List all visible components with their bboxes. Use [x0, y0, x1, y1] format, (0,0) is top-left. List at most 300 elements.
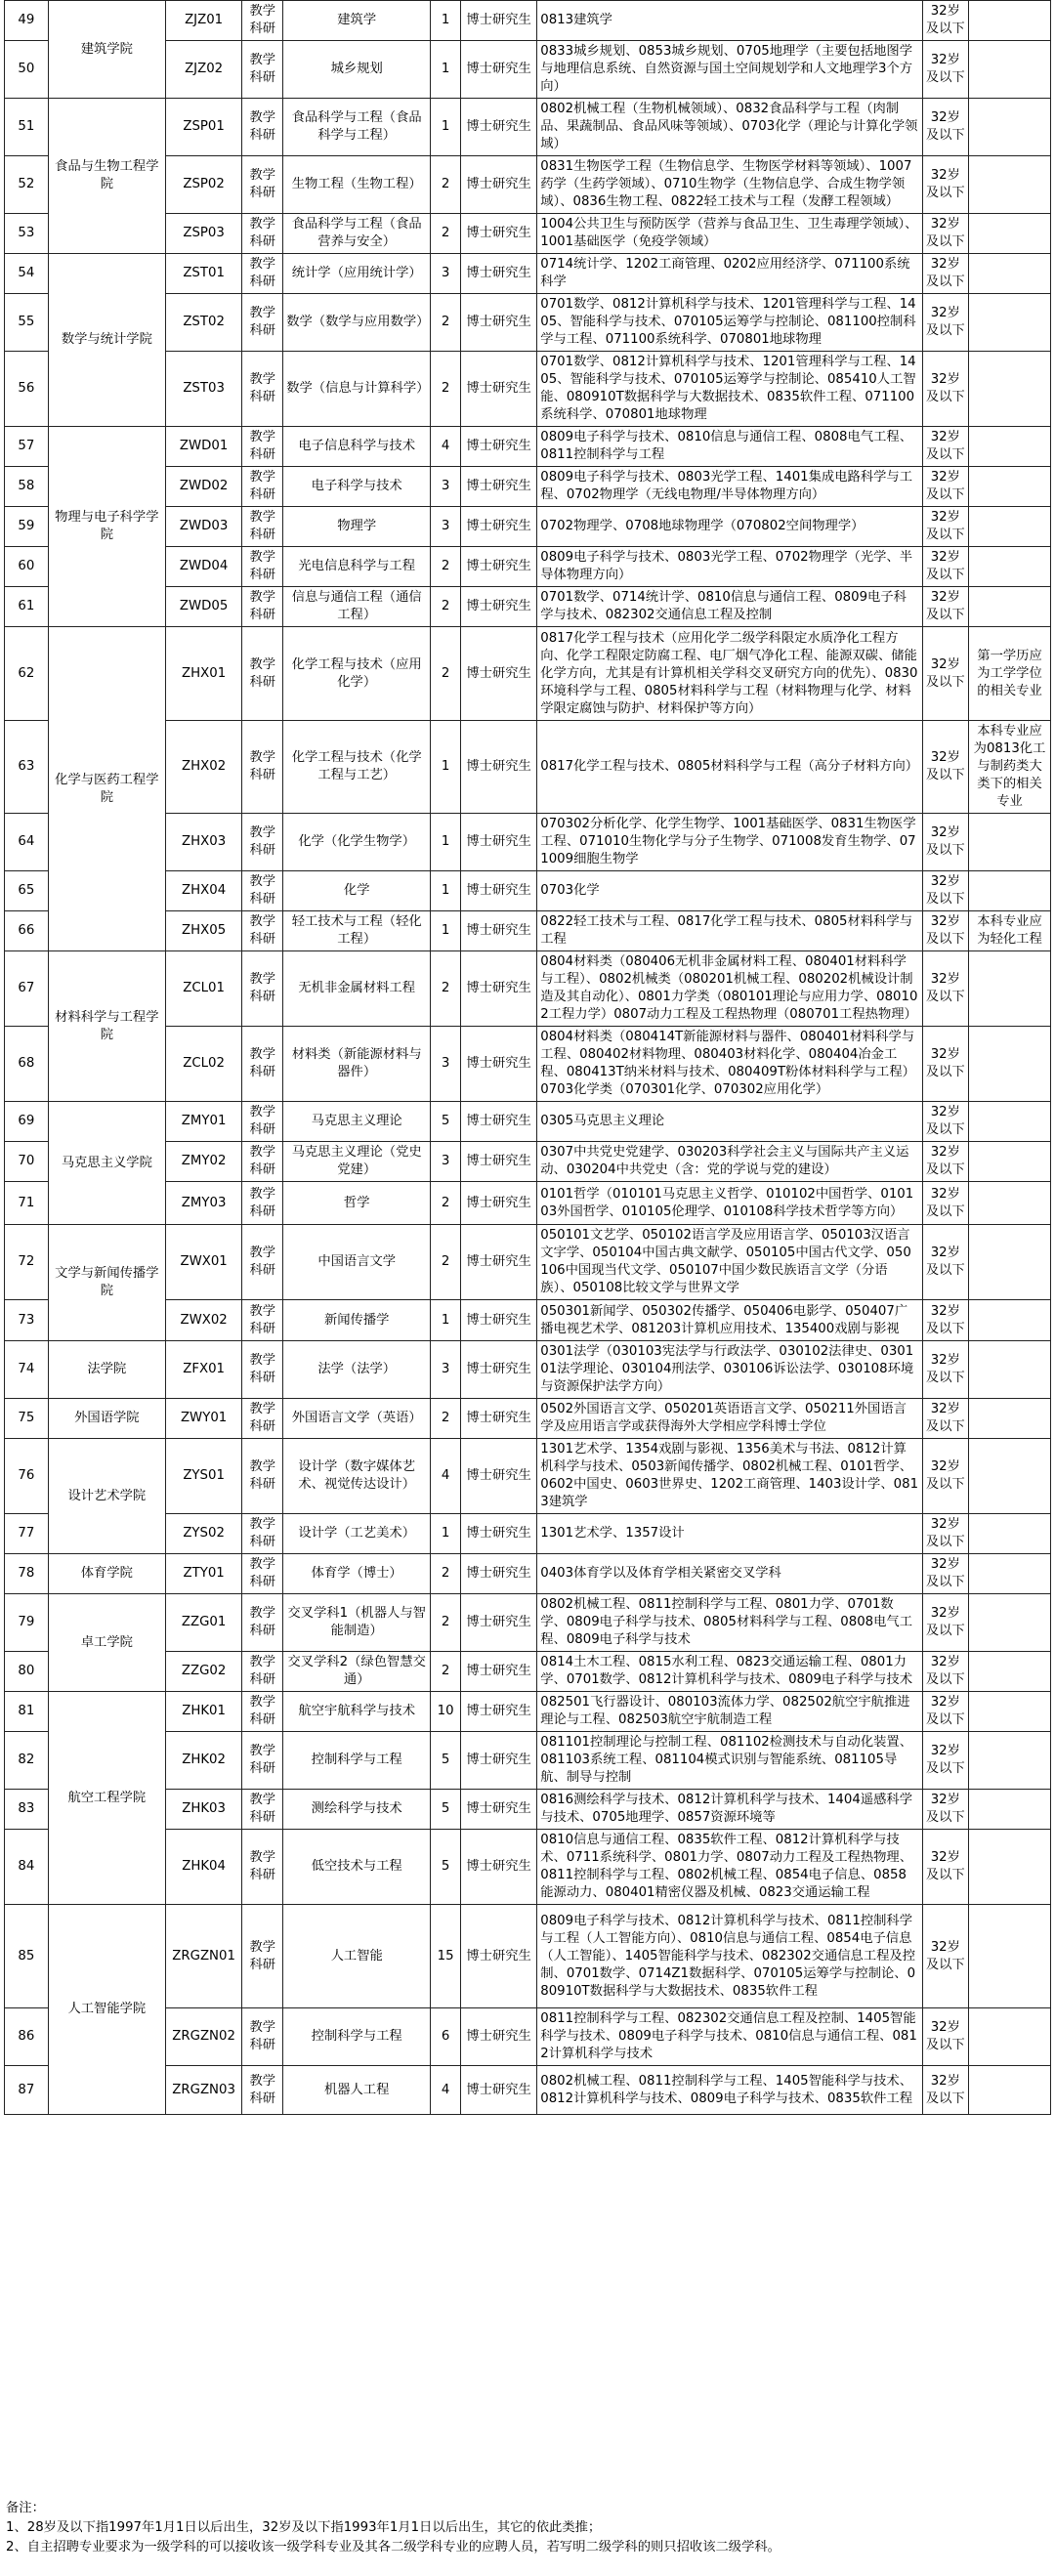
major-requirements: 0811控制科学与工程、082302交通信息工程及控制、1405智能科学与技术、0809电子科学与技术、0810信息与通信工程、0812计算机科学与技术: [537, 2008, 922, 2066]
major-requirements: 0809电子科学与技术、0803光学工程、0702物理学（光学、半导体物理方向）: [537, 547, 922, 587]
education-level: 博士研究生: [460, 547, 536, 587]
college-cell: 马克思主义学院: [48, 1102, 165, 1225]
major-requirements: 0809电子科学与技术、0810信息与通信工程、0808电气工程、0811控制科学与工程: [537, 427, 922, 467]
position-code: ZHX05: [165, 911, 241, 951]
hire-count: 2: [431, 1182, 461, 1225]
hire-count: 5: [431, 1790, 461, 1830]
major-requirements: 050101文艺学、050102语言学及应用语言学、050103汉语言文字学、050104中国古典文献学、050105中国古代文学、050106中国现当代文学、050107中国少数民族语言文学（分语族）、050108比较文学与世界文学: [537, 1225, 922, 1300]
remark-cell: [969, 2066, 1051, 2115]
row-number: 67: [5, 951, 49, 1027]
position-type: 教学科研: [242, 352, 283, 427]
college-cell: 卓工学院: [48, 1594, 165, 1692]
age-requirement: 32岁及以下: [922, 547, 969, 587]
post-name: 化学（化学生物学）: [283, 814, 431, 871]
remark-cell: 第一学历应为工学学位的相关专业: [969, 627, 1051, 721]
hire-count: 2: [431, 1554, 461, 1594]
education-level: 博士研究生: [460, 1830, 536, 1905]
remark-cell: [969, 547, 1051, 587]
post-name: 设计学（工艺美术）: [283, 1514, 431, 1554]
position-code: ZWY01: [165, 1399, 241, 1439]
college-cell: 外国语学院: [48, 1399, 165, 1439]
age-requirement: 32岁及以下: [922, 1027, 969, 1102]
post-name: 马克思主义理论（党史党建）: [283, 1142, 431, 1182]
age-requirement: 32岁及以下: [922, 1, 969, 41]
position-type: 教学科研: [242, 2008, 283, 2066]
education-level: 博士研究生: [460, 1225, 536, 1300]
post-name: 城乡规划: [283, 41, 431, 99]
education-level: 博士研究生: [460, 2008, 536, 2066]
remark-cell: [969, 1341, 1051, 1399]
position-code: ZMY03: [165, 1182, 241, 1225]
education-level: 博士研究生: [460, 1554, 536, 1594]
row-number: 85: [5, 1905, 49, 2008]
major-requirements: 070302分析化学、化学生物学、1001基础医学、0831生物医学工程、071010生物化学与分子生物学、071008发育生物学、071009细胞生物学: [537, 814, 922, 871]
position-type: 教学科研: [242, 2066, 283, 2115]
age-requirement: 32岁及以下: [922, 1399, 969, 1439]
position-type: 教学科研: [242, 1027, 283, 1102]
education-level: 博士研究生: [460, 99, 536, 156]
position-code: ZCL02: [165, 1027, 241, 1102]
age-requirement: 32岁及以下: [922, 1514, 969, 1554]
hire-count: 5: [431, 1732, 461, 1790]
row-number: 50: [5, 41, 49, 99]
position-code: ZHK04: [165, 1830, 241, 1905]
post-name: 新闻传播学: [283, 1300, 431, 1341]
position-code: ZWD01: [165, 427, 241, 467]
position-code: ZST02: [165, 294, 241, 352]
major-requirements: 0714统计学、1202工商管理、0202应用经济学、071100系统科学: [537, 254, 922, 294]
hire-count: 1: [431, 814, 461, 871]
age-requirement: 32岁及以下: [922, 1225, 969, 1300]
position-code: ZTY01: [165, 1554, 241, 1594]
post-name: 电子科学与技术: [283, 467, 431, 507]
remark-cell: [969, 1439, 1051, 1514]
position-type: 教学科研: [242, 547, 283, 587]
major-requirements: 0817化学工程与技术、0805材料科学与工程（高分子材料方向）: [537, 721, 922, 814]
remark-cell: [969, 871, 1051, 911]
position-type: 教学科研: [242, 1652, 283, 1692]
position-code: ZHK02: [165, 1732, 241, 1790]
education-level: 博士研究生: [460, 427, 536, 467]
post-name: 法学（法学）: [283, 1341, 431, 1399]
hire-count: 5: [431, 1830, 461, 1905]
post-name: 测绘科学与技术: [283, 1790, 431, 1830]
row-number: 61: [5, 587, 49, 627]
row-number: 63: [5, 721, 49, 814]
age-requirement: 32岁及以下: [922, 1652, 969, 1692]
row-number: 52: [5, 156, 49, 214]
major-requirements: 0802机械工程、0811控制科学与工程、0801力学、0701数学、0809电子科学与技术、0805材料科学与工程、0808电气工程、0809电子科学与技术: [537, 1594, 922, 1652]
table-row: [5, 627, 1051, 721]
position-type: 教学科研: [242, 214, 283, 254]
post-name: 物理学: [283, 507, 431, 547]
post-name: 统计学（应用统计学）: [283, 254, 431, 294]
age-requirement: 32岁及以下: [922, 911, 969, 951]
table-row: [5, 1692, 1051, 1732]
post-name: 航空宇航科学与技术: [283, 1692, 431, 1732]
row-number: 83: [5, 1790, 49, 1830]
remark-cell: [969, 294, 1051, 352]
remark-cell: [969, 1142, 1051, 1182]
table-row: [5, 1594, 1051, 1652]
position-type: 教学科研: [242, 951, 283, 1027]
major-requirements: 0802机械工程（生物机械领域）、0832食品科学与工程（肉制品、果蔬制品、食品风味等领域）、0703化学（理论与计算化学领域）: [537, 99, 922, 156]
hire-count: 1: [431, 99, 461, 156]
age-requirement: 32岁及以下: [922, 1905, 969, 2008]
position-code: ZWD04: [165, 547, 241, 587]
major-requirements: 0305马克思主义理论: [537, 1102, 922, 1142]
major-requirements: 0502外国语言文学、050201英语语言文学、050211外国语言学及应用语言学或获得海外大学相应学科博士学位: [537, 1399, 922, 1439]
position-type: 教学科研: [242, 1905, 283, 2008]
post-name: 哲学: [283, 1182, 431, 1225]
age-requirement: 32岁及以下: [922, 587, 969, 627]
position-code: ZHX03: [165, 814, 241, 871]
row-number: 54: [5, 254, 49, 294]
remark-cell: [969, 1225, 1051, 1300]
hire-count: 1: [431, 1, 461, 41]
position-code: ZRGZN02: [165, 2008, 241, 2066]
age-requirement: 32岁及以下: [922, 507, 969, 547]
row-number: 56: [5, 352, 49, 427]
college-cell: 物理与电子科学学院: [48, 427, 165, 627]
table-row: [5, 1341, 1051, 1399]
college-cell: 化学与医药工程学院: [48, 627, 165, 951]
age-requirement: 32岁及以下: [922, 1102, 969, 1142]
age-requirement: 32岁及以下: [922, 951, 969, 1027]
row-number: 70: [5, 1142, 49, 1182]
hire-count: 2: [431, 1399, 461, 1439]
remark-cell: 本科专业应为轻化工程: [969, 911, 1051, 951]
remark-cell: [969, 1790, 1051, 1830]
hire-count: 3: [431, 1142, 461, 1182]
position-type: 教学科研: [242, 467, 283, 507]
major-requirements: 050301新闻学、050302传播学、050406电影学、050407广播电视艺术学、081203计算机应用技术、135400戏剧与影视: [537, 1300, 922, 1341]
major-requirements: 0703化学: [537, 871, 922, 911]
post-name: 化学工程与技术（化学工程与工艺）: [283, 721, 431, 814]
table-row: [5, 1225, 1051, 1300]
age-requirement: 32岁及以下: [922, 294, 969, 352]
education-level: 博士研究生: [460, 1027, 536, 1102]
major-requirements: 0701数学、0714统计学、0810信息与通信工程、0809电子科学与技术、082302交通信息工程及控制: [537, 587, 922, 627]
education-level: 博士研究生: [460, 1692, 536, 1732]
position-code: ZJZ02: [165, 41, 241, 99]
post-name: 数学（数学与应用数学）: [283, 294, 431, 352]
education-level: 博士研究生: [460, 721, 536, 814]
age-requirement: 32岁及以下: [922, 627, 969, 721]
position-code: ZWX02: [165, 1300, 241, 1341]
table-row: [5, 1, 1051, 41]
position-code: ZST01: [165, 254, 241, 294]
position-code: ZYS01: [165, 1439, 241, 1514]
age-requirement: 32岁及以下: [922, 1182, 969, 1225]
age-requirement: 32岁及以下: [922, 254, 969, 294]
position-code: ZWD02: [165, 467, 241, 507]
hire-count: 5: [431, 1102, 461, 1142]
remark-cell: [969, 254, 1051, 294]
hire-count: 2: [431, 1594, 461, 1652]
position-type: 教学科研: [242, 1182, 283, 1225]
age-requirement: 32岁及以下: [922, 214, 969, 254]
position-code: ZST03: [165, 352, 241, 427]
major-requirements: 0701数学、0812计算机科学与技术、1201管理科学与工程、1405、智能科学与技术、070105运筹学与控制论、085410人工智能、080910T数据科学与大数据技术、0835软件工程、071100系统科学、070801地球物理: [537, 352, 922, 427]
remark-cell: [969, 1027, 1051, 1102]
major-requirements: 0307中共党史党建学、030203科学社会主义与国际共产主义运动、030204中共党史（含：党的学说与党的建设）: [537, 1142, 922, 1182]
position-code: ZWD05: [165, 587, 241, 627]
remark-cell: [969, 507, 1051, 547]
hire-count: 6: [431, 2008, 461, 2066]
row-number: 86: [5, 2008, 49, 2066]
college-cell: 建筑学院: [48, 1, 165, 99]
notes-line-2: 2、自主招聘专业要求为一级学科的可以接收该一级学科专业及其各二级学科专业的应聘人员，若写明二级学科的则只招收该二级学科。: [6, 2540, 781, 2555]
position-type: 教学科研: [242, 1692, 283, 1732]
row-number: 79: [5, 1594, 49, 1652]
hire-count: 2: [431, 1225, 461, 1300]
education-level: 博士研究生: [460, 352, 536, 427]
row-number: 87: [5, 2066, 49, 2115]
major-requirements: 0833城乡规划、0853城乡规划、0705地理学（主要包括地图学与地理信息系统、自然资源与国土空间规划学和人文地理学3个方向）: [537, 41, 922, 99]
hire-count: 2: [431, 951, 461, 1027]
position-code: ZSP01: [165, 99, 241, 156]
position-code: ZCL01: [165, 951, 241, 1027]
row-number: 51: [5, 99, 49, 156]
education-level: 博士研究生: [460, 1905, 536, 2008]
age-requirement: 32岁及以下: [922, 721, 969, 814]
education-level: 博士研究生: [460, 214, 536, 254]
row-number: 66: [5, 911, 49, 951]
remark-cell: [969, 587, 1051, 627]
position-type: 教学科研: [242, 99, 283, 156]
row-number: 77: [5, 1514, 49, 1554]
post-name: 低空技术与工程: [283, 1830, 431, 1905]
age-requirement: 32岁及以下: [922, 814, 969, 871]
education-level: 博士研究生: [460, 1300, 536, 1341]
position-type: 教学科研: [242, 1399, 283, 1439]
remark-cell: [969, 214, 1051, 254]
notes-title: 备注：: [6, 2501, 45, 2515]
row-number: 81: [5, 1692, 49, 1732]
education-level: 博士研究生: [460, 467, 536, 507]
hire-count: 2: [431, 1652, 461, 1692]
post-name: 人工智能: [283, 1905, 431, 2008]
remark-cell: [969, 1732, 1051, 1790]
position-type: 教学科研: [242, 871, 283, 911]
position-code: ZRGZN01: [165, 1905, 241, 2008]
age-requirement: 32岁及以下: [922, 1790, 969, 1830]
hire-count: 2: [431, 627, 461, 721]
age-requirement: 32岁及以下: [922, 1554, 969, 1594]
post-name: 化学工程与技术（应用化学）: [283, 627, 431, 721]
hire-count: 10: [431, 1692, 461, 1732]
hire-count: 2: [431, 547, 461, 587]
row-number: 82: [5, 1732, 49, 1790]
remark-cell: [969, 156, 1051, 214]
position-type: 教学科研: [242, 721, 283, 814]
college-cell: 航空工程学院: [48, 1692, 165, 1905]
hire-count: 3: [431, 467, 461, 507]
post-name: 化学: [283, 871, 431, 911]
education-level: 博士研究生: [460, 1142, 536, 1182]
table-row: [5, 1905, 1051, 2008]
major-requirements: 0822轻工技术与工程、0817化学工程与技术、0805材料科学与工程: [537, 911, 922, 951]
position-code: ZMY02: [165, 1142, 241, 1182]
education-level: 博士研究生: [460, 1514, 536, 1554]
education-level: 博士研究生: [460, 254, 536, 294]
post-name: 控制科学与工程: [283, 1732, 431, 1790]
age-requirement: 32岁及以下: [922, 41, 969, 99]
row-number: 75: [5, 1399, 49, 1439]
major-requirements: 0814土木工程、0815水利工程、0823交通运输工程、0801力学、0701数学、0812计算机科学与技术、0809电子科学与技术: [537, 1652, 922, 1692]
education-level: 博士研究生: [460, 294, 536, 352]
position-type: 教学科研: [242, 1790, 283, 1830]
post-name: 信息与通信工程（通信工程）: [283, 587, 431, 627]
table-row: [5, 951, 1051, 1027]
remark-cell: [969, 99, 1051, 156]
hire-count: 1: [431, 1300, 461, 1341]
remark-cell: [969, 951, 1051, 1027]
position-code: ZHK01: [165, 1692, 241, 1732]
post-name: 中国语言文学: [283, 1225, 431, 1300]
row-number: 71: [5, 1182, 49, 1225]
row-number: 72: [5, 1225, 49, 1300]
major-requirements: 0702物理学、0708地球物理学（070802空间物理学）: [537, 507, 922, 547]
education-level: 博士研究生: [460, 627, 536, 721]
position-type: 教学科研: [242, 1439, 283, 1514]
position-code: ZFX01: [165, 1341, 241, 1399]
position-type: 教学科研: [242, 911, 283, 951]
education-level: 博士研究生: [460, 911, 536, 951]
position-type: 教学科研: [242, 1732, 283, 1790]
education-level: 博士研究生: [460, 2066, 536, 2115]
education-level: 博士研究生: [460, 507, 536, 547]
education-level: 博士研究生: [460, 1652, 536, 1692]
education-level: 博士研究生: [460, 587, 536, 627]
remark-cell: [969, 1692, 1051, 1732]
post-name: 交叉学科2（绿色智慧交通）: [283, 1652, 431, 1692]
table-row: [5, 1399, 1051, 1439]
major-requirements: 0701数学、0812计算机科学与技术、1201管理科学与工程、1405、智能科学与技术、070105运筹学与控制论、081100控制科学与工程、071100系统科学、070801地球物理: [537, 294, 922, 352]
college-cell: 文学与新闻传播学院: [48, 1225, 165, 1341]
major-requirements: 0809电子科学与技术、0812计算机科学与技术、0811控制科学与工程（人工智能方向）、0810信息与通信工程、0854电子信息（人工智能）、1405智能科学与技术、082302交通信息工程及控制、0701数学、0714Z1数据科学、070105运筹学与控制论、080910T数据科学与大数据技术、0835软件工程: [537, 1905, 922, 2008]
position-type: 教学科研: [242, 814, 283, 871]
row-number: 65: [5, 871, 49, 911]
age-requirement: 32岁及以下: [922, 2008, 969, 2066]
post-name: 食品科学与工程（食品营养与安全）: [283, 214, 431, 254]
post-name: 控制科学与工程: [283, 2008, 431, 2066]
remark-cell: [969, 2008, 1051, 2066]
age-requirement: 32岁及以下: [922, 427, 969, 467]
position-type: 教学科研: [242, 41, 283, 99]
position-code: ZHX01: [165, 627, 241, 721]
table-body: [5, 1, 1051, 2115]
hire-count: 3: [431, 507, 461, 547]
major-requirements: 1301艺术学、1357设计: [537, 1514, 922, 1554]
major-requirements: 0810信息与通信工程、0835软件工程、0812计算机科学与技术、0711系统科学、0801力学、0807动力工程及工程热物理、0811控制科学与工程、0802机械工程、0854电子信息、0858能源动力、080401精密仪器及机械、0823交通运输工程: [537, 1830, 922, 1905]
position-type: 教学科研: [242, 587, 283, 627]
major-requirements: 1301艺术学、1354戏剧与影视、1356美术与书法、0812计算机科学与技术、0503新闻传播学、0802机械工程、0101哲学、0602中国史、0603世界史、1202工商管理、1403设计学、0813建筑学: [537, 1439, 922, 1514]
age-requirement: 32岁及以下: [922, 871, 969, 911]
college-cell: 人工智能学院: [48, 1905, 165, 2115]
education-level: 博士研究生: [460, 41, 536, 99]
remark-cell: [969, 1830, 1051, 1905]
position-code: ZJZ01: [165, 1, 241, 41]
position-code: ZHX04: [165, 871, 241, 911]
position-type: 教学科研: [242, 1594, 283, 1652]
remark-cell: [969, 427, 1051, 467]
hire-count: 3: [431, 254, 461, 294]
post-name: 光电信息科学与工程: [283, 547, 431, 587]
remark-cell: [969, 41, 1051, 99]
major-requirements: 0101哲学（010101马克思主义哲学、010102中国哲学、010103外国哲学、010105伦理学、010108科学技术哲学等方向）: [537, 1182, 922, 1225]
education-level: 博士研究生: [460, 871, 536, 911]
post-name: 外国语言文学（英语）: [283, 1399, 431, 1439]
position-type: 教学科研: [242, 1514, 283, 1554]
notes-line-1: 1、28岁及以下指1997年1月1日以后出生，32岁及以下指1993年1月1日以后出生，其它的依此类推；: [6, 2520, 602, 2535]
position-type: 教学科研: [242, 627, 283, 721]
major-requirements: 1004公共卫生与预防医学（营养与食品卫生、卫生毒理学领域）、1001基础医学（免疫学领域）: [537, 214, 922, 254]
position-type: 教学科研: [242, 156, 283, 214]
major-requirements: 081101控制理论与控制工程、081102检测技术与自动化装置、081103系统工程、081104模式识别与智能系统、081105导航、制导与控制: [537, 1732, 922, 1790]
table-row: [5, 1439, 1051, 1514]
hire-count: 3: [431, 1027, 461, 1102]
row-number: 84: [5, 1830, 49, 1905]
age-requirement: 32岁及以下: [922, 1300, 969, 1341]
hire-count: 1: [431, 871, 461, 911]
major-requirements: 0809电子科学与技术、0803光学工程、1401集成电路科学与工程、0702物理学（无线电物理/半导体物理方向）: [537, 467, 922, 507]
row-number: 62: [5, 627, 49, 721]
education-level: 博士研究生: [460, 156, 536, 214]
position-code: ZZG02: [165, 1652, 241, 1692]
education-level: 博士研究生: [460, 1790, 536, 1830]
position-code: ZSP03: [165, 214, 241, 254]
position-code: ZZG01: [165, 1594, 241, 1652]
hire-count: 2: [431, 214, 461, 254]
hire-count: 3: [431, 1341, 461, 1399]
position-code: ZSP02: [165, 156, 241, 214]
position-code: ZYS02: [165, 1514, 241, 1554]
education-level: 博士研究生: [460, 1439, 536, 1514]
position-type: 教学科研: [242, 1102, 283, 1142]
hire-count: 2: [431, 156, 461, 214]
position-code: ZHK03: [165, 1790, 241, 1830]
age-requirement: 32岁及以下: [922, 467, 969, 507]
remark-cell: [969, 1102, 1051, 1142]
position-code: ZHX02: [165, 721, 241, 814]
position-type: 教学科研: [242, 1830, 283, 1905]
major-requirements: 0804材料类（080406无机非金属材料工程、080401材料科学与工程）、0802机械类（080201机械工程、080202机械设计制造及其自动化）、0801力学类（080101理论与应用力学、080102工程力学）0807动力工程及工程热物理（080701工程热物理）: [537, 951, 922, 1027]
remark-cell: [969, 1554, 1051, 1594]
college-cell: 材料科学与工程学院: [48, 951, 165, 1102]
age-requirement: 32岁及以下: [922, 1341, 969, 1399]
post-name: 数学（信息与计算科学）: [283, 352, 431, 427]
row-number: 74: [5, 1341, 49, 1399]
remark-cell: [969, 1514, 1051, 1554]
position-code: ZWD03: [165, 507, 241, 547]
remark-cell: [969, 1300, 1051, 1341]
college-cell: 法学院: [48, 1341, 165, 1399]
college-cell: 设计艺术学院: [48, 1439, 165, 1554]
hire-count: 4: [431, 2066, 461, 2115]
college-cell: 体育学院: [48, 1554, 165, 1594]
position-type: 教学科研: [242, 294, 283, 352]
remark-cell: [969, 1652, 1051, 1692]
education-level: 博士研究生: [460, 1594, 536, 1652]
education-level: 博士研究生: [460, 1182, 536, 1225]
recruitment-table: [4, 0, 1051, 2115]
position-type: 教学科研: [242, 1554, 283, 1594]
education-level: 博士研究生: [460, 1341, 536, 1399]
age-requirement: 32岁及以下: [922, 1732, 969, 1790]
row-number: 58: [5, 467, 49, 507]
